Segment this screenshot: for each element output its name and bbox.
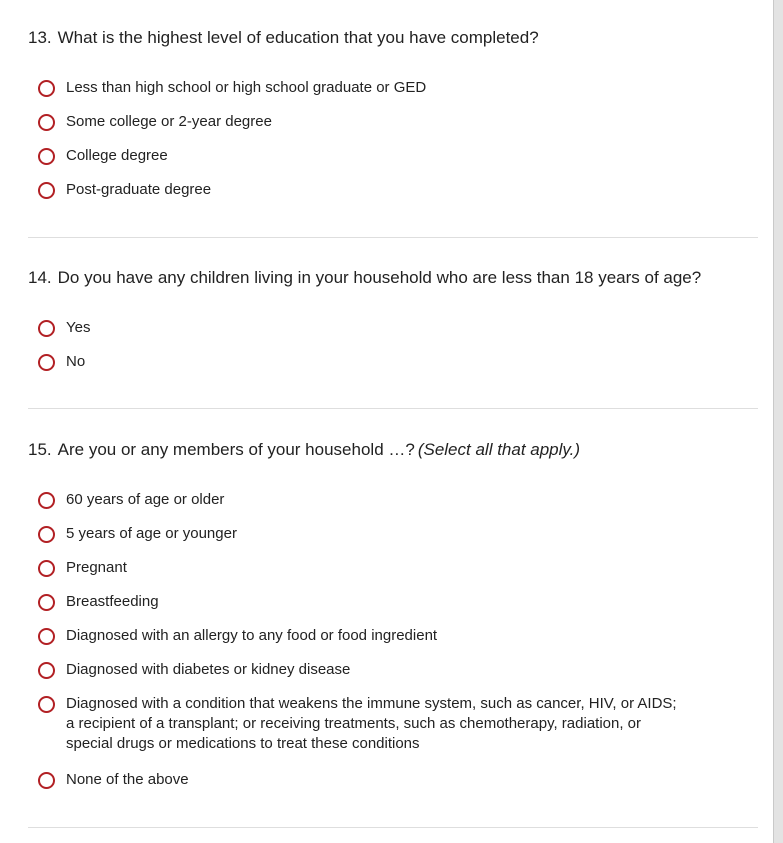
radio-button[interactable] [38,354,55,371]
question-text: Do you have any children living in your household who are less than 18 years of age? [57,268,702,287]
checkbox-button[interactable] [38,560,55,577]
option-label: Diagnosed with a condition that weakens the immune system, such as cancer, HIV, or AIDS; a recipient of a transplant; or receiving treatments, such as chemotherapy, radiation, or special drugs or medications to treat these conditions [66,695,677,752]
section-divider [28,408,758,409]
option-label: 60 years of age or older [66,491,225,508]
option-label: Breastfeeding [66,593,159,610]
option-label: No [66,353,86,370]
question-number: 13. [28,28,52,47]
question-text: What is the highest level of education that you have completed? [57,28,539,47]
option-label: Less than high school or high school graduate or GED [66,79,427,96]
question-text: Are you or any members of your household …? [57,440,415,459]
option-label: None of the above [66,771,189,788]
checkbox-button[interactable] [38,696,55,713]
question-13-title [28,28,539,48]
option-label: Diagnosed with an allergy to any food or food ingredient [66,627,438,644]
radio-button[interactable] [38,80,55,97]
option-label: Diagnosed with diabetes or kidney disease [66,661,351,678]
option-label: Post-graduate degree [66,181,212,198]
radio-button[interactable] [38,114,55,131]
window-edge [773,0,783,843]
option-label: Yes [66,319,91,336]
section-divider [28,237,758,238]
option-label: Pregnant [66,559,127,576]
checkbox-button[interactable] [38,526,55,543]
question-number: 15. [28,440,52,459]
question-hint: (Select all that apply.) [417,440,581,459]
question-number: 14. [28,268,52,287]
checkbox-button[interactable] [38,628,55,645]
radio-button[interactable] [38,320,55,337]
option-label: College degree [66,147,168,164]
option-label: 5 years of age or younger [66,525,237,542]
checkbox-button[interactable] [38,594,55,611]
option-label: Some college or 2-year degree [66,113,272,130]
checkbox-button[interactable] [38,772,55,789]
checkbox-button[interactable] [38,492,55,509]
section-divider [28,827,758,828]
checkbox-button[interactable] [38,662,55,679]
question-15-title [28,440,580,460]
radio-button[interactable] [38,182,55,199]
radio-button[interactable] [38,148,55,165]
question-14-title [28,268,701,288]
